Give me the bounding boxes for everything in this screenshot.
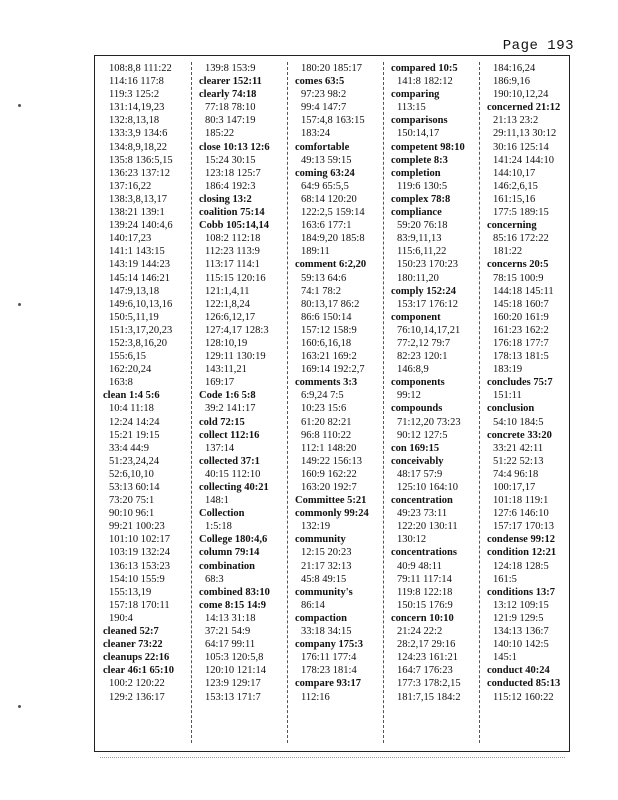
index-term: concerning (487, 220, 537, 232)
index-page-ref: 37:21 54:9 (205, 626, 251, 638)
index-page-ref: 149:6,10,13,16 (109, 298, 173, 310)
index-term: collected 37:1 (199, 455, 260, 467)
index-page-ref: 163:21 169:2 (301, 351, 357, 363)
index-page-ref: 138:21 139:1 (109, 207, 165, 219)
index-term: Code 1:6 5:8 (199, 390, 256, 402)
index-column-5 (479, 62, 575, 704)
index-page-ref: 115:6,11,22 (397, 246, 447, 258)
index-page-ref: 45:8 49:15 (301, 573, 347, 585)
index-page-ref: 51:22 52:13 (493, 455, 544, 467)
index-term: compare 93:17 (295, 678, 361, 690)
index-page-ref: 136:13 153:23 (109, 560, 170, 572)
index-page-ref: 161:23 162:2 (493, 324, 549, 336)
index-term: concerns 20:5 (487, 259, 549, 271)
index-page-ref: 90:12 127:5 (397, 429, 448, 441)
index-page-ref: 68:3 (205, 573, 224, 585)
index-page-ref: 119:3 125:2 (109, 89, 160, 101)
index-page-ref: 59:13 64:6 (301, 272, 347, 284)
index-page-ref: 108:2 112:18 (205, 233, 261, 245)
index-page-ref: 96:8 110:22 (301, 429, 352, 441)
index-page-ref: 146:8,9 (397, 364, 429, 376)
index-page-ref: 68:14 120:20 (301, 193, 357, 205)
index-page-ref: 54:10 184:5 (493, 416, 544, 428)
index-term: community's (295, 586, 353, 598)
index-page-ref: 169:17 (205, 377, 235, 389)
index-term: cold 72:15 (199, 416, 245, 428)
index-page-ref: 135:8 136:5,15 (109, 154, 173, 166)
index-term: conducted 85:13 (487, 678, 561, 690)
index-page-ref: 21:13 23:2 (493, 115, 539, 127)
index-page-ref: 21:24 22:2 (397, 626, 443, 638)
index-page-ref: 80:13,17 86:2 (301, 298, 360, 310)
index-page-ref: 163:6 177:1 (301, 220, 352, 232)
index-page-ref: 163:8 (109, 377, 133, 389)
index-page-ref: 51:23,24,24 (109, 455, 160, 467)
index-page-ref: 160:9 162:22 (301, 468, 357, 480)
index-page-ref: 48:17 57:9 (397, 468, 443, 480)
index-page-ref: 134:13 136:7 (493, 626, 549, 638)
index-term: Committee 5:21 (295, 495, 367, 507)
index-page-ref: 138:3,8,13,17 (109, 193, 168, 205)
index-page-ref: 13:12 109:15 (493, 599, 549, 611)
index-term: condense 99:12 (487, 534, 555, 546)
index-page-ref: 112:16 (301, 691, 330, 703)
index-page-ref: 126:6,12,17 (205, 311, 256, 323)
index-page-ref: 1:5:18 (205, 521, 232, 533)
index-page-ref: 86:6 150:14 (301, 311, 352, 323)
index-page-ref: 86:14 (301, 599, 325, 611)
index-term: conclusion (487, 403, 535, 415)
index-term: clean 1:4 5:6 (103, 390, 160, 402)
scan-speck (18, 705, 21, 708)
index-page-ref: 21:17 32:13 (301, 560, 352, 572)
index-page-ref: 133:3,9 134:6 (109, 128, 168, 140)
index-page-ref: 59:20 76:18 (397, 220, 448, 232)
index-term: conditions 13:7 (487, 586, 555, 598)
index-page-ref: 71:12,20 73:23 (397, 416, 461, 428)
index-term: complex 78:8 (391, 193, 451, 205)
index-page-ref: 52:6,10,10 (109, 468, 154, 480)
index-term: column 79:14 (199, 547, 260, 559)
index-page-ref: 145:1 (493, 652, 517, 664)
index-page-ref: 130:12 (397, 534, 427, 546)
index-page-ref: 101:10 102:17 (109, 534, 170, 546)
index-page-ref: 176:18 177:7 (493, 337, 549, 349)
index-page-ref: 153:17 176:12 (397, 298, 458, 310)
index-page-ref: 129:2 136:17 (109, 691, 165, 703)
index-page-ref: 143:19 144:23 (109, 259, 170, 271)
index-page-ref: 77:2,12 79:7 (397, 337, 451, 349)
index-term: comparisons (391, 115, 448, 127)
index-page-ref: 161:15,16 (493, 193, 536, 205)
index-page-ref: 161:5 (493, 573, 517, 585)
index-page-ref: 90:10 96:1 (109, 508, 155, 520)
index-page-ref: 184:16,24 (493, 63, 536, 74)
index-page-ref: 148:1 (205, 495, 229, 507)
index-page-ref: 150:15 176:9 (397, 599, 453, 611)
index-term: come 8:15 14:9 (199, 599, 267, 611)
index-column-4 (383, 62, 479, 704)
index-page-ref: 177:5 189:15 (493, 207, 549, 219)
index-page-ref: 185:22 (205, 128, 235, 140)
index-term: conceivably (391, 455, 444, 467)
index-page-ref: 180:11,20 (397, 272, 439, 284)
index-term: cleaned 52:7 (103, 626, 159, 638)
index-term: competent 98:10 (391, 141, 465, 153)
index-page-ref: 186:9,16 (493, 76, 531, 88)
index-term: comfortable (295, 141, 350, 153)
index-page-ref: 39:2 141:17 (205, 403, 256, 415)
index-term: company 175:3 (295, 639, 363, 651)
index-term: combination (199, 560, 256, 572)
index-page-ref: 149:22 156:13 (301, 455, 362, 467)
index-page-ref: 132:8,13,18 (109, 115, 160, 127)
index-term: concrete 33:20 (487, 429, 552, 441)
index-term: closing 13:2 (199, 193, 252, 205)
index-page-ref: 122:2,5 159:14 (301, 207, 365, 219)
index-page-ref: 143:11,21 (205, 364, 247, 376)
index-page-ref: 145:18 160:7 (493, 298, 549, 310)
index-term: cleaner 73:22 (103, 639, 163, 651)
index-page-ref: 121:1,4,11 (205, 285, 250, 297)
index-page-ref: 80:3 147:19 (205, 115, 256, 127)
index-page-ref: 190:4 (109, 612, 133, 624)
index-page-ref: 178:13 181:5 (493, 351, 549, 363)
index-page-ref: 123:18 125:7 (205, 167, 261, 179)
index-page-ref: 119:6 130:5 (397, 180, 448, 192)
index-page-ref: 127:6 146:10 (493, 508, 549, 520)
index-page-ref: 140:10 142:5 (493, 639, 549, 651)
index-page-ref: 61:20 82:21 (301, 416, 352, 428)
index-term: coalition 75:14 (199, 207, 265, 219)
index-page-ref: 123:9 129:17 (205, 678, 261, 690)
index-page-ref: 144:18 145:11 (493, 285, 554, 297)
index-page-ref: 145:14 146:21 (109, 272, 170, 284)
index-page-ref: 137:16,22 (109, 180, 152, 192)
index-page-ref: 49:23 73:11 (397, 508, 448, 520)
index-column-1 (95, 62, 191, 704)
index-term: combined 83:10 (199, 586, 270, 598)
index-term: clearer 152:11 (199, 76, 262, 88)
index-term: commonly 99:24 (295, 508, 369, 520)
index-page-ref: 134:8,9,18,22 (109, 141, 168, 153)
index-page-ref: 76:10,14,17,21 (397, 324, 461, 336)
index-term: concern 10:10 (391, 612, 454, 624)
index-page-ref: 83:9,11,13 (397, 233, 442, 245)
index-term: comment 6:2,20 (295, 259, 367, 271)
index-page-ref: 155:13,19 (109, 586, 152, 598)
index-term: components (391, 377, 445, 389)
index-page-ref: 146:2,6,15 (493, 180, 538, 192)
index-term: collecting 40:21 (199, 482, 269, 493)
index-page-ref: 150:5,11,19 (109, 311, 159, 323)
index-term: comply 152:24 (391, 285, 457, 297)
index-page-ref: 49:13 59:15 (301, 154, 352, 166)
index-page-ref: 10:23 15:6 (301, 403, 347, 415)
index-page-ref: 181:7,15 184:2 (397, 691, 461, 703)
index-term: College 180:4,6 (199, 534, 268, 546)
index-page-ref: 12:15 20:23 (301, 547, 352, 559)
index-page-ref: 53:13 60:14 (109, 482, 160, 493)
index-term: concludes 75:7 (487, 377, 553, 389)
index-page-ref: 108:8,8 111:22 (109, 63, 172, 74)
index-term: component (391, 311, 441, 323)
index-page-ref: 120:10 121:14 (205, 665, 266, 677)
index-page-ref: 74:1 78:2 (301, 285, 341, 297)
index-term: Collection (199, 508, 245, 520)
index-page-ref: 82:23 120:1 (397, 351, 448, 363)
index-page-ref: 33:18 34:15 (301, 626, 352, 638)
index-page-ref: 122:20 130:11 (397, 521, 458, 533)
index-page-ref: 169:14 192:2,7 (301, 364, 365, 376)
index-term: conduct 40:24 (487, 665, 550, 677)
index-term: concentration (391, 495, 453, 507)
index-page-ref: 40:9 48:11 (397, 560, 442, 572)
index-page-ref: 85:16 172:22 (493, 233, 549, 245)
index-page-ref: 157:4,8 163:15 (301, 115, 365, 127)
index-page-ref: 150:14,17 (397, 128, 440, 140)
index-page-ref: 112:23 113:9 (205, 246, 260, 258)
scan-speck (18, 104, 21, 107)
index-page-ref: 99:4 147:7 (301, 102, 347, 114)
index-page-ref: 64:9 65:5,5 (301, 180, 349, 192)
index-page-ref: 151:11 (493, 390, 522, 402)
index-term: comes 63:5 (295, 76, 345, 88)
index-page-ref: 12:24 14:24 (109, 416, 160, 428)
index-page-ref: 136:23 137:12 (109, 167, 170, 179)
index-term: coming 63:24 (295, 167, 355, 179)
index-page-ref: 132:19 (301, 521, 331, 533)
index-term: clearly 74:18 (199, 89, 257, 101)
index-term: cleanups 22:16 (103, 652, 170, 664)
index-page-ref: 150:23 170:23 (397, 259, 458, 271)
index-page-ref: 122:1,8,24 (205, 298, 250, 310)
index-page-ref: 100:17,17 (493, 482, 536, 493)
index-term: concentrations (391, 547, 457, 559)
index-page-ref: 140:17,23 (109, 233, 152, 245)
index-page-ref: 77:18 78:10 (205, 102, 256, 114)
index-term: condition 12:21 (487, 547, 557, 559)
index-page-ref: 151:3,17,20,23 (109, 324, 173, 336)
index-page-ref: 160:20 161:9 (493, 311, 549, 323)
index-page-ref: 131:14,19,23 (109, 102, 165, 114)
index-page-ref: 6:9,24 7:5 (301, 390, 344, 402)
index-page-ref: 186:4 192:3 (205, 180, 256, 192)
index-page-ref: 141:24 144:10 (493, 154, 554, 166)
index-page-ref: 79:11 117:14 (397, 573, 452, 585)
index-page-ref: 162:20,24 (109, 364, 152, 376)
index-page-ref: 180:20 185:17 (301, 63, 362, 74)
index-page-ref: 183:19 (493, 364, 523, 376)
index-page-ref: 137:14 (205, 442, 235, 454)
index-term: compared 10:5 (391, 63, 458, 74)
index-page-ref: 157:17 170:13 (493, 521, 554, 533)
scan-artifact-line (100, 757, 565, 758)
index-term: concerned 21:12 (487, 102, 561, 114)
index-page-ref: 183:24 (301, 128, 331, 140)
index-page-ref: 141:1 143:15 (109, 246, 165, 258)
index-page-ref: 64:17 99:11 (205, 639, 256, 651)
index-page-ref: 155:6,15 (109, 351, 147, 363)
index-page-ref: 184:9,20 185:8 (301, 233, 365, 245)
index-page-ref: 100:2 120:22 (109, 678, 165, 690)
index-page-ref: 124:23 161:21 (397, 652, 458, 664)
page-number: Page 193 (502, 38, 574, 54)
index-page-ref: 127:4,17 128:3 (205, 324, 269, 336)
index-page-ref: 112:1 148:20 (301, 442, 357, 454)
index-page-ref: 121:9 129:5 (493, 612, 544, 624)
index-page-ref: 115:15 120:16 (205, 272, 266, 284)
index-page-ref: 125:10 164:10 (397, 482, 458, 493)
index-page-ref: 105:3 120:5,8 (205, 652, 264, 664)
index-page-ref: 189:11 (301, 246, 330, 258)
index-page-ref: 128:10,19 (205, 337, 248, 349)
index-page-ref: 73:20 75:1 (109, 495, 155, 507)
index-page-ref: 74:4 96:18 (493, 468, 539, 480)
index-term: clear 46:1 65:10 (103, 665, 174, 677)
index-page-ref: 153:13 171:7 (205, 691, 261, 703)
index-term: comments 3:3 (295, 377, 358, 389)
index-page-ref: 154:10 155:9 (109, 573, 165, 585)
index-page-ref: 163:20 192:7 (301, 482, 357, 493)
index-page-ref: 33:21 42:11 (493, 442, 544, 454)
index-term: con 169:15 (391, 442, 440, 454)
index-column-3 (287, 62, 383, 704)
index-page-ref: 113:17 114:1 (205, 259, 260, 271)
index-page-ref: 164:7 176:23 (397, 665, 453, 677)
index-page-ref: 40:15 112:10 (205, 468, 261, 480)
index-page-ref: 114:16 117:8 (109, 76, 164, 88)
index-page-ref: 181:22 (493, 246, 523, 258)
index-page-ref: 157:18 170:11 (109, 599, 170, 611)
index-page-ref: 103:19 132:24 (109, 547, 170, 559)
index-page-ref: 144:10,17 (493, 167, 536, 179)
index-term: community (295, 534, 346, 546)
index-term: collect 112:16 (199, 429, 260, 441)
index-page-ref: 139:24 140:4,6 (109, 220, 173, 232)
index-term: completion (391, 167, 441, 179)
index-term: Cobb 105:14,14 (199, 220, 270, 232)
index-page-ref: 30:16 125:14 (493, 141, 549, 153)
index-page-ref: 33:4 44:9 (109, 442, 149, 454)
index-page-ref: 178:23 181:4 (301, 665, 357, 677)
index-page-ref: 15:24 30:15 (205, 154, 256, 166)
scan-speck (18, 303, 21, 306)
index-page-ref: 129:11 130:19 (205, 351, 266, 363)
index-page-ref: 157:12 158:9 (301, 324, 357, 336)
index-page-ref: 177:3 178:2,15 (397, 678, 461, 690)
index-page-ref: 139:8 153:9 (205, 63, 256, 74)
index-page-ref: 10:4 11:18 (109, 403, 154, 415)
index-term: compaction (295, 612, 347, 624)
index-term: close 10:13 12:6 (199, 141, 270, 153)
index-page-ref: 78:15 100:9 (493, 272, 544, 284)
index-page-ref: 119:8 122:18 (397, 586, 453, 598)
index-page-ref: 141:8 182:12 (397, 76, 453, 88)
index-page-ref: 124:18 128:5 (493, 560, 549, 572)
index-term: comparing (391, 89, 440, 101)
index-page-ref: 14:13 31:18 (205, 612, 256, 624)
index-page-ref: 15:21 19:15 (109, 429, 160, 441)
index-page-ref: 113:15 (397, 102, 426, 114)
index-term: compounds (391, 403, 443, 415)
index-table (94, 55, 570, 752)
index-page-ref: 28:2,17 29:16 (397, 639, 456, 651)
index-page-ref: 99:21 100:23 (109, 521, 165, 533)
index-page-ref: 115:12 160:22 (493, 691, 554, 703)
index-page-ref: 101:18 119:1 (493, 495, 549, 507)
index-page-ref: 152:3,8,16,20 (109, 337, 168, 349)
index-page-ref: 97:23 98:2 (301, 89, 347, 101)
index-column-2 (191, 62, 287, 704)
index-page-ref: 176:11 177:4 (301, 652, 357, 664)
index-page-ref: 99:12 (397, 390, 421, 402)
index-page-ref: 160:6,16,18 (301, 337, 352, 349)
index-page-ref: 147:9,13,18 (109, 285, 160, 297)
index-term: compliance (391, 207, 442, 219)
index-page-ref: 29:11,13 30:12 (493, 128, 557, 140)
index-term: complete 8:3 (391, 154, 448, 166)
index-page-ref: 190:10,12,24 (493, 89, 549, 101)
